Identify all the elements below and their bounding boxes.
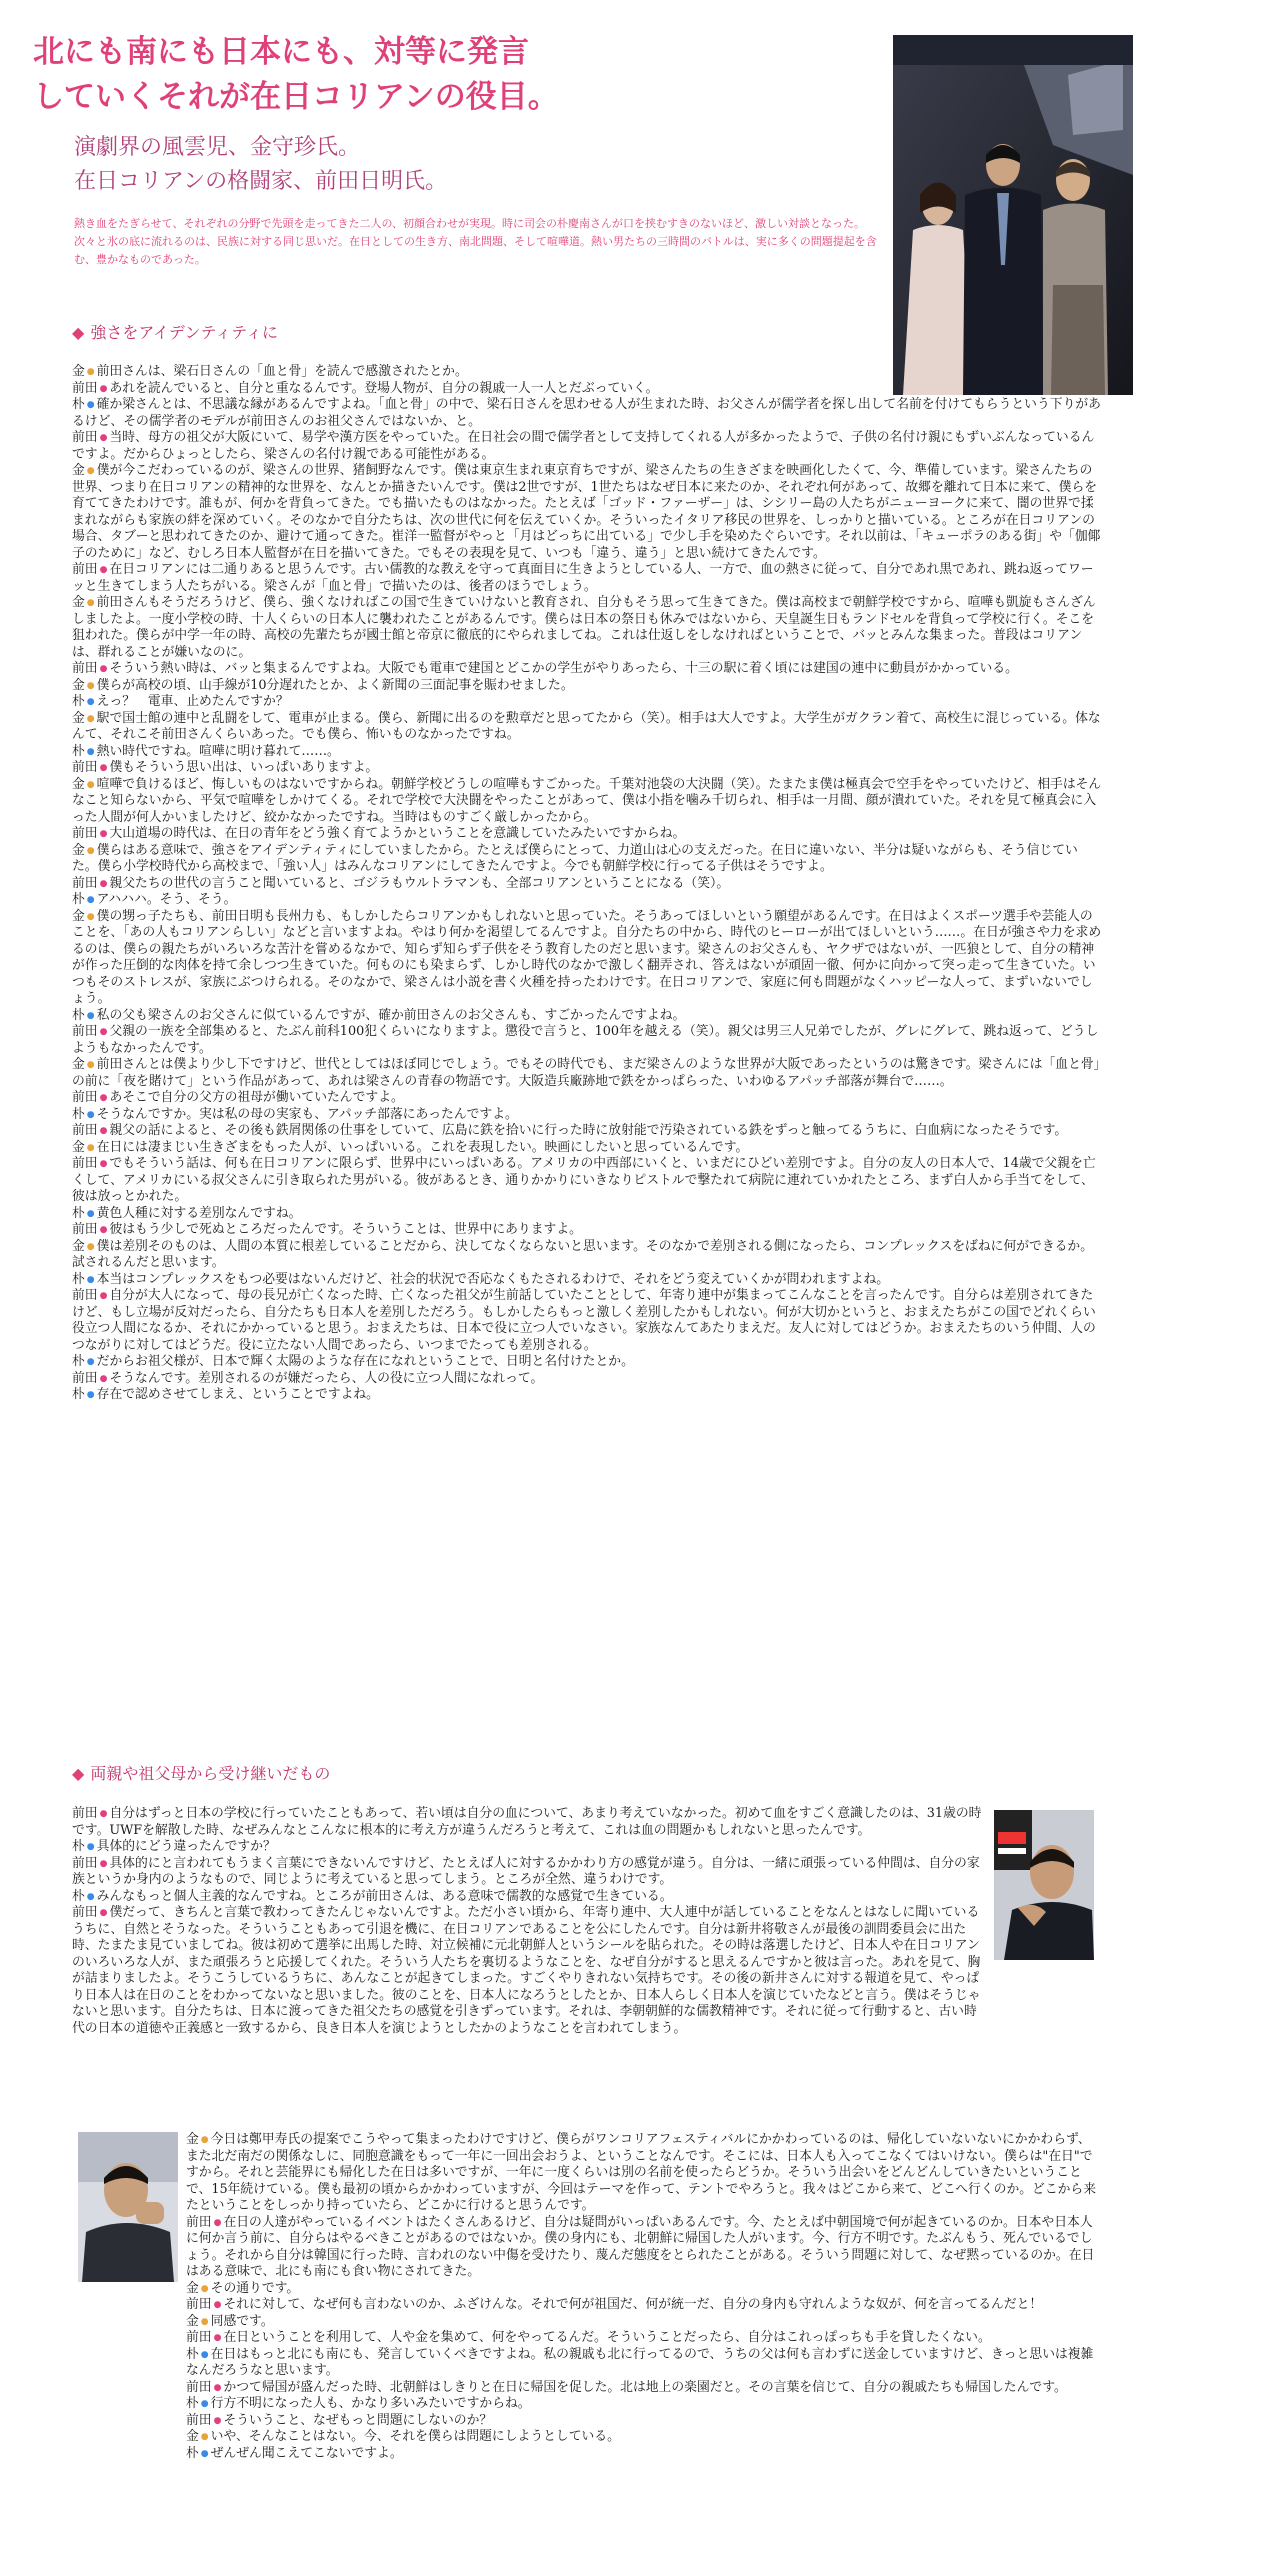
speaker-dot-icon: ● (86, 1142, 95, 1153)
kim-portrait-image (78, 2132, 178, 2282)
speaker-name: 前田 (72, 760, 98, 775)
speaker-name: 朴 (72, 1387, 85, 1402)
speaker-name: 金 (72, 677, 85, 693)
speaker-dot-icon: ● (99, 829, 108, 839)
dialogue-text: そうなんです。差別されるのが嫌だったら、人の役に立つ人間になれって。 (109, 1370, 544, 1386)
dialogue-line (186, 2314, 1102, 2331)
section-title: 両親や祖父母から受け継いだもの (90, 1764, 331, 1783)
diamond-bullet-icon: ◆ (72, 323, 85, 342)
speaker-dot-icon: ● (99, 1126, 108, 1136)
dialogue-section-1 (72, 364, 1102, 1404)
speaker-dot-icon: ● (86, 1109, 95, 1120)
speaker-name: 朴 (72, 1271, 85, 1287)
dialogue-line (72, 1239, 1102, 1272)
speaker-name: 前田 (72, 1905, 98, 1920)
speaker-name: 前田 (72, 1123, 98, 1138)
dialogue-line (72, 430, 1102, 463)
speaker-dot-icon: ● (200, 2283, 209, 2294)
dialogue-text: 在日の人達がやっているイベントはたくさんあるけど、自分は疑問がいっぱいあるんです。今、たとえば中朝国境で何が起きているのか。日本や日本人に何か言う前に、自分らはやるべきことがあるのではないか。僕の身内にも、北朝鮮に帰国した人がいます。今、行方不明です。たぶんもう、死んでいるでしょう。それから自分は韓国に行った時、言われのない中傷を受けたり、蔑んだ態度をとられたことがある。そういう問題に対して、なぜ黙っているのか。在日はある意味で、北にも南にも食い物にされてきた。 (186, 2214, 1095, 2279)
speaker-dot-icon: ● (86, 1357, 95, 1367)
speaker-dot-icon: ● (86, 911, 95, 922)
dialogue-line (72, 1905, 984, 2037)
dialogue-line (72, 711, 1102, 744)
speaker-dot-icon: ● (86, 598, 95, 608)
section-heading-identity (72, 322, 278, 344)
dialogue-line (186, 2297, 1102, 2314)
dialogue-line (72, 397, 1102, 430)
dialogue-line (72, 876, 1102, 893)
dialogue-line (72, 1354, 1102, 1371)
speaker-name: 金 (186, 2313, 199, 2329)
speaker-dot-icon: ● (86, 1060, 95, 1070)
dialogue-line (72, 892, 1102, 909)
speaker-name: 朴 (72, 694, 85, 709)
dialogue-text: 喧嘩で負けるほど、悔しいものはないですからね。朝鮮学校どうしの喧嘩もすごかった。千葉対池袋の大決闘（笑）。たまたま僕は極真会で空手をやっていたけど、相手はそんなこと知らないから、平気で喧嘩をしかけてくる。それで学校で大決闘をやったことがあって、僕は小指を噛み千切られ、相手は一月間、顔が潰れていた。それを見て極真会に入った人間が何人かいましたけど、絞かなかったですね。当時はものすごく厳しかったから。 (72, 776, 1102, 825)
speaker-name: 朴 (72, 1007, 85, 1023)
speaker-dot-icon: ● (86, 1891, 95, 1902)
section-heading-heritage (72, 1763, 330, 1785)
dialogue-text: 僕もそういう思い出は、いっぱいありますよ。 (109, 760, 379, 775)
dialogue-text: それに対して、なぜ何も言わないのか、ふざけんな。それで何が祖国だ、何が統一だ、自分の身内も守れんような奴が、何を言ってるんだと！ (223, 2297, 1043, 2312)
speaker-name: 朴 (72, 1205, 85, 1221)
speaker-dot-icon: ● (99, 763, 108, 773)
speaker-dot-icon: ● (86, 466, 95, 476)
speaker-name: 朴 (186, 2445, 199, 2461)
dialogue-line (186, 2413, 1102, 2430)
dialogue-text: 存在で認めさせてしまえ、ということですよね。 (96, 1387, 379, 1402)
dialogue-text: 在日コリアンには二通りあると思うんです。古い儒教的な教えを守って真面目に生きようとしている人、一方で、血の熱さに従って、自分であれ黒であれ、跳ね返ってワーッと生きてしまう人たちがいる。梁さんが「血と骨」で描いたのは、後者のほうでしょう。 (72, 562, 1094, 594)
dialogue-line (72, 1889, 984, 1906)
speaker-dot-icon: ● (86, 746, 95, 757)
dialogue-line (72, 694, 1102, 711)
dialogue-line (72, 364, 1102, 381)
speaker-name: 朴 (186, 2396, 199, 2411)
speaker-name: 前田 (72, 1222, 98, 1237)
dialogue-text: アハハハ。そう、そう。 (96, 892, 237, 907)
dialogue-line (72, 661, 1102, 678)
speaker-name: 朴 (186, 2346, 199, 2362)
speaker-name: 前田 (72, 1806, 98, 1821)
dialogue-line (72, 1288, 1102, 1354)
dialogue-text: えっ？ 電車、止めたんですか？ (96, 694, 289, 709)
speaker-name: 朴 (72, 1354, 85, 1369)
speaker-name: 朴 (72, 892, 85, 907)
dialogue-text: 自分が大人になって、母の長兄が亡くなった時、亡くなった祖父が生前話していたこととして、年寄り連中が集まってこんなことを言ったんです。自分らは差別されてきたけど、もし立場が反対だったら、自分たちも日本人を差別しただろう。もしかしたらもっと激しく差別したかもしれない。何が大切かというと、おまえたちがこの国でどれくらい役立つ人間になるか、それにかかっていると思う。おまえたちは、日本で役に立つ人でいなさい。家族なんてあたりまえだ。友人に対してはどうか。おまえたちのいう仲間、人のつながりに対してはどうだ。役に立たない人間であったら、いつまでたっても差別される。 (72, 1288, 1096, 1353)
speaker-name: 金 (186, 2280, 199, 2296)
group-photo-image (893, 35, 1133, 395)
speaker-name: 朴 (72, 1839, 85, 1854)
dialogue-text: 当時、母方の祖父が大阪にいて、易学や漢方医をやっていた。在日社会の間で儒学者として支持してくれる人が多かったようで、子供の名付け親にもずいぶんなっているんですよ。だからひょっとしたら、梁さんの名付け親である可能性がある。 (72, 430, 1095, 462)
diamond-bullet-icon: ◆ (72, 1764, 85, 1783)
dialogue-section-2a (72, 1806, 984, 2037)
speaker-dot-icon: ● (213, 2415, 222, 2426)
subhead-kim: 演劇界の風雲児、金守珍氏。 (74, 135, 361, 160)
dialogue-line (72, 1806, 984, 1839)
section-title: 強さをアイデンティティに (90, 323, 278, 342)
dialogue-text: でもそういう話は、何も在日コリアンに限らず、世界中にいっぱいある。アメリカの中西部にいくと、いまだにひどい差別ですよ。自分の友人の日本人で、14歳で父親を亡くして、アメリカにいる叔父さんに引き取られた男がいる。彼があるとき、通りかかりにいきなりピストルで撃たれて病院に連れていかれたところ、まず白人から手当てをして、彼は放っとかれた。 (72, 1156, 1096, 1204)
speaker-name: 前田 (72, 826, 98, 841)
speaker-dot-icon: ● (200, 2448, 209, 2459)
speaker-name: 金 (72, 908, 85, 924)
dialogue-text: 親父たちの世代の言うこと聞いていると、ゴジラもウルトラマンも、全部コリアンということになる（笑）。 (109, 875, 730, 891)
speaker-name: 前田 (72, 661, 98, 676)
dialogue-text: 自分はずっと日本の学校に行っていたこともあって、若い頃は自分の血について、あまり考えていなかった。初めて血をすごく意識したのは、31歳の時です。UWFを解散した時、なぜみんなとこんなに根本的に考え方が違うんだろうと考えて、これは血の問題かもしれないと思ったんです。 (72, 1806, 982, 1838)
speaker-name: 朴 (72, 743, 85, 759)
dialogue-line (72, 760, 1102, 777)
dialogue-text: 僕らはある意味で、強さをアイデンティティにしていましたから。たとえば僕らにとって、力道山は心の支えだった。在日に違いない、半分は疑いながらも、そう信じていた。僕ら小学校時代から高校まで、「強い人」はみんなコリアンにしてきたんですよ。今でも朝鮮学校に行ってる子供はそうですよ。 (72, 842, 1078, 874)
dialogue-text: みんなもっと個人主義的なんですね。ところが前田さんは、ある意味で儒教的な感覚で生きている。 (96, 1888, 673, 1904)
dialogue-line (72, 1839, 984, 1856)
dialogue-line (72, 1090, 1102, 1107)
dialogue-line (72, 463, 1102, 562)
dialogue-text: いや、そんなことはない。今、それを僕らは問題にしようとしている。 (210, 2429, 620, 2444)
speaker-dot-icon: ● (99, 664, 108, 674)
speaker-name: 前田 (186, 2214, 212, 2230)
speaker-name: 朴 (72, 1888, 85, 1904)
dialogue-text: 父親の一族を全部集めると、たぶん前科100犯くらいになりますよ。懲役で言うと、100年を越える（笑）。親父は男三人兄弟でしたが、グレにグレて、跳ね返って、どうしようもなかったんです。 (72, 1024, 1099, 1056)
maeda-portrait-image (994, 1810, 1094, 1960)
headline (33, 30, 893, 120)
speaker-name: 前田 (72, 1370, 98, 1386)
speaker-dot-icon: ● (99, 1225, 108, 1235)
speaker-name: 前田 (72, 1855, 98, 1871)
speaker-name: 金 (186, 2132, 199, 2147)
dialogue-line (186, 2215, 1102, 2281)
dialogue-text: そういうこと、なぜもっと問題にしないのか？ (223, 2412, 493, 2428)
speaker-name: 前田 (186, 2379, 212, 2395)
dialogue-line (72, 562, 1102, 595)
dialogue-text: かつて帰国が盛んだった時、北朝鮮はしきりと在日に帰国を促した。北は地上の楽園だと。その言葉を信じて、自分の親戚たちも帰国したんです。 (223, 2379, 1067, 2395)
headline-line-2: していくそれが在日コリアンの役目。 (33, 79, 559, 115)
dialogue-line (72, 1123, 1102, 1140)
dialogue-line (186, 2330, 1102, 2347)
speaker-dot-icon: ● (200, 2316, 209, 2327)
dialogue-line (72, 777, 1102, 827)
speaker-dot-icon: ● (86, 1274, 95, 1285)
maeda-portrait (994, 1810, 1094, 1960)
speaker-name: 前田 (72, 1024, 98, 1039)
speaker-dot-icon: ● (86, 845, 95, 856)
speaker-name: 金 (72, 1238, 85, 1254)
dialogue-text: ぜんぜん聞こえてこないですよ。 (210, 2445, 403, 2461)
dialogue-line (186, 2446, 1102, 2463)
speaker-name: 金 (186, 2429, 199, 2444)
speaker-dot-icon: ● (86, 1842, 95, 1852)
speaker-dot-icon: ● (99, 1159, 108, 1169)
dialogue-text: そうなんですか。実は私の母の実家も、アパッチ部落にあったんですよ。 (96, 1106, 518, 1122)
speaker-dot-icon: ● (99, 383, 108, 394)
speaker-dot-icon: ● (86, 713, 95, 724)
dialogue-line (72, 909, 1102, 1008)
speaker-dot-icon: ● (99, 1809, 108, 1819)
dialogue-text: 行方不明になった人も、かなり多いみたいですからね。 (210, 2396, 531, 2411)
speaker-dot-icon: ● (86, 400, 95, 410)
speaker-dot-icon: ● (200, 2432, 209, 2442)
speaker-name: 金 (72, 595, 85, 610)
dialogue-text: 彼はもう少しで死ぬところだったんです。そういうことは、世界中にありますよ。 (109, 1222, 582, 1237)
dialogue-line (72, 1856, 984, 1889)
dialogue-line (72, 1222, 1102, 1239)
dialogue-text: そういう熱い時は、バッと集まるんですよね。大阪でも電車で建国とどこかの学生がやりあったら、十三の駅に着く頃には建国の連中に動員がかかっている。 (109, 661, 1018, 676)
dialogue-section-2b (186, 2132, 1102, 2462)
speaker-name: 金 (72, 710, 85, 726)
dialogue-text: 前田さんとは僕より少し下ですけど、世代としてはほぼ同じでしょう。でもその時代でも、まだ梁さんのような世界が大阪であったというのは驚きです。梁さんには「血と骨」の前に「夜を賭けて」という作品があって、あれは梁さんの青春の物語です。大阪造兵廠跡地で鉄をかっぱらった、いわゆるアパッチ部落が舞台で……。 (72, 1057, 1101, 1089)
speaker-dot-icon: ● (86, 1010, 95, 1021)
speaker-dot-icon: ● (86, 895, 95, 905)
speaker-dot-icon: ● (86, 1390, 95, 1400)
speaker-dot-icon: ● (213, 2333, 222, 2343)
speaker-name: 前田 (72, 430, 98, 445)
dialogue-line (72, 1024, 1102, 1057)
dialogue-line (72, 1371, 1102, 1388)
speaker-dot-icon: ● (99, 1908, 108, 1918)
dialogue-text: 今日は鄭甲寿氏の提案でこうやって集まったわけですけど、僕らがワンコリアフェスティバルにかかわっているのは、帰化していないないにかかわらず、また北だ南だの関係なしに、同胞意識をもって一年に一回出会おうよ、ということなんです。そこには、日本人も入ってこなくてはいけない。僕らは"在日"ですから。それと芸能界にも帰化した在日は多いですが、一年に一度くらいは別の名前を使ったらどうか。そういう出会いをどんどんしていきたいということで、15年続けている。僕も最初の頃からかかわっていますが、今回はテーマを作って、テントでやろうと。我々はどこから来て、どこへ行くのか。どこから来たということをしっかり持っていたら、どこかに行けると思うんです。 (186, 2132, 1097, 2213)
dialogue-line (72, 1272, 1102, 1289)
speaker-name: 金 (72, 1057, 85, 1072)
lead-paragraph: 熱き血をたぎらせて、それぞれの分野で先頭を走ってきた二人の、初顔合わせが実現。時に司会の朴慶南さんが口を挟むすきのないほど、激しい対談となった。次々と氷の底に流れるのは、民族に対する同じ思いだ。在日としての生き方、南北問題、そして喧嘩道。熱い男たちの三時間のバトルは、実に多くの問題提起を含む、豊かなものであった。 (74, 217, 877, 266)
speaker-name: 前田 (186, 2412, 212, 2428)
speaker-dot-icon: ● (99, 433, 108, 443)
dialogue-line (72, 826, 1102, 843)
speaker-name: 朴 (72, 397, 85, 412)
dialogue-line (186, 2396, 1102, 2413)
dialogue-text: 駅で国士館の連中と乱闘をして、電車が止まる。僕ら、新聞に出るのを勲章だと思ってたから（笑）。相手は大人ですよ。大学生がガクラン着て、高校生に混じっている。体なんて、それこそ前田さんくらいあった。でも僕ら、怖いものなかったですね。 (72, 710, 1101, 742)
dialogue-line (72, 1206, 1102, 1223)
dialogue-line (72, 381, 1102, 398)
dialogue-text: 在日には凄まじい生きざまをもった人が、いっぱいいる。これを表現したい。映画にしたいと思っているんです。 (96, 1139, 749, 1155)
dialogue-text: 具体的にどう違ったんですか？ (96, 1839, 276, 1854)
speaker-dot-icon: ● (99, 1858, 108, 1869)
dialogue-text: 前田さんは、梁石日さんの「血と骨」を読んで感激されたとか。 (96, 364, 468, 379)
dialogue-line (72, 1057, 1102, 1090)
dialogue-line (72, 678, 1102, 695)
dialogue-text: 僕の甥っ子たちも、前田日明も長州力も、もしかしたらコリアンかもしれないと思っていた。そうあってほしいという願望があるんです。在日はよくスポーツ選手や芸能人のことを、「あの人もコリアンらしい」などと言いますよね。やはり何かを渇望してるんですよ。自分たちの中から、時代のヒーローが出てほしいという……。在日が強さや力を求めるのは、僕らの親たちがいろいろな苦汁を嘗めるなかで、知らず知らず子供をそう教育したのだと思います。梁さんのお父さんも、ヤクザではないが、一匹狼として、自分の精神が作った圧倒的な肉体を持て余しつつ生きていた。何ものにも染まらず、しかし時代のなかで激しく翻弄され、答えはないが頑固一徹、何かに向かって突っ走って生きていた。いつもそのストレスが、家族にぶつけられる。そのなかで、梁さんは小説を書く火種を持ったわけです。在日コリアンで、家庭に何も問題がなくハッピーな人って、まずいないでしょう。 (72, 908, 1102, 1006)
speaker-dot-icon: ● (200, 2399, 209, 2409)
dialogue-line (72, 1140, 1102, 1157)
speaker-dot-icon: ● (213, 2217, 222, 2228)
speaker-dot-icon: ● (99, 565, 108, 575)
speaker-name: 朴 (72, 1106, 85, 1122)
speaker-dot-icon: ● (86, 697, 95, 707)
dialogue-text: 僕は差別そのものは、人間の本質に根差していることだから、決してなくならないと思います。そのなかで差別される側になったら、コンプレックスをばねに何ができるか。試されるんだと思います。 (72, 1238, 1094, 1270)
dialogue-text: 確か梁さんとは、不思議な縁があるんですよね。「血と骨」の中で、梁石日さんを思わせる人が生まれた時、お父さんが儒学者を探し出して名前を付けてもらうという下りがあるけど、その儒学者のモデルが前田さんのお祖父さんではないか、と。 (72, 397, 1101, 429)
speaker-dot-icon: ● (86, 779, 95, 790)
dialogue-text: 黄色人種に対する差別なんですね。 (96, 1205, 302, 1221)
dialogue-text: 前田さんもそうだろうけど、僕ら、強くなければこの国で生きていけないと教育され、自分もそう思って生きてきた。僕は高校まで朝鮮学校ですから、喧嘩も凱旋もさんざんしましたよ。一度小学校の時、十人くらいの日本人に襲われたことがあるんです。僕らは日本の祭日も休みではないから、天皇誕生日もランドセルを背負って学校に行く。そこを狙われた。僕らが中学一年の時、高校の先輩たちが國士館と帝京に徹底的にやられましてね。これは仕返しをしなければということで、バッとみんな集まった。普段はコリアンは、群れることが嫌いなのに。 (72, 595, 1096, 660)
dialogue-text: その通りです。 (210, 2280, 300, 2296)
headline-line-1: 北にも南にも日本にも、対等に発言 (33, 34, 529, 70)
speaker-dot-icon: ● (99, 878, 108, 889)
dialogue-text: だからお祖父様が、日本で輝く太陽のような存在になれということで、日明と名付けたとか。 (96, 1354, 634, 1369)
speaker-dot-icon: ● (86, 367, 95, 377)
speaker-dot-icon: ● (213, 2382, 222, 2393)
speaker-name: 前田 (72, 562, 98, 577)
speaker-dot-icon: ● (99, 1093, 108, 1103)
dialogue-line (186, 2281, 1102, 2298)
speaker-name: 前田 (186, 2297, 212, 2312)
speaker-dot-icon: ● (200, 2135, 209, 2145)
dialogue-text: 在日はもっと北にも南にも、発言していくべきですよね。私の親戚も北に行ってるので、うちの父は何も言わずに送金していますけど、きっと思いは複雑なんだろうなと思います。 (186, 2346, 1094, 2378)
speaker-dot-icon: ● (86, 680, 95, 691)
dialogue-text: 僕らが高校の頃、山手線が10分遅れたとか、よく新聞の三面記事を賑わせました。 (96, 677, 574, 693)
dialogue-line (186, 2429, 1102, 2446)
speaker-dot-icon: ● (213, 2300, 222, 2310)
kim-portrait (78, 2132, 178, 2282)
dialogue-text: 僕が今こだわっているのが、梁さんの世界、猪飼野なんです。僕は東京生まれ東京育ちですが、梁さんたちの生きざまを映画化したくて、今、準備しています。梁さんたちの世界、つまり在日コリアンの精神的な世界を、なんとか描きたいんです。僕は2世ですが、1世たちはなぜ日本に来たのか、それぞれ何があって、故郷を離れて日本に来て、僕らを育ててきたわけです。誰もが、何かを背負ってきた。でも描いたものはなかった。たとえば「ゴッド・ファーザー」は、シシリー島の人たちがニューヨークに来て、闇の世界で揉まれながらも家族の絆を深めていく。そのなかで自分たちは、次の世代に何を伝えていくか。そういったイタリア移民の世界を、しっかりと描いている。ところが在日コリアンの場合、タブーと思われてきたのか、避けて通ってきた。崔洋一監督がやっと「月はどっちに出ている」で少し手を染めたぐらいです。それ以前は、「キューポラのある街」や「伽倻子のために」など、むしろ日本人監督が在日を描いてきた。でもその表現を見て、いつも「違う、違う」と思い続けてきたんです。 (72, 463, 1101, 561)
dialogue-line (72, 744, 1102, 761)
speaker-dot-icon: ● (99, 1373, 108, 1384)
speaker-name: 金 (72, 1139, 85, 1155)
speaker-name: 金 (72, 364, 85, 379)
dialogue-line (72, 1107, 1102, 1124)
dialogue-text: 親父の話によると、その後も鉄屑関係の仕事をしていて、広島に鉄を拾いに行った時に放射能で汚染されている鉄をずっと触ってるうちに、白血病になったそうです。 (109, 1123, 1068, 1138)
dialogue-line (72, 1387, 1102, 1404)
dialogue-text: 本当はコンプレックスをもつ必要はないんだけど、社会的状況で否応なくもたされるわけで、それをどう変えていくかが問われますよね。 (96, 1271, 890, 1287)
dialogue-line (72, 1008, 1102, 1025)
dialogue-text: あそこで自分の父方の祖母が働いていたんですよ。 (109, 1090, 404, 1105)
speaker-dot-icon: ● (99, 1027, 108, 1037)
dialogue-text: 熱い時代ですね。喧嘩に明け暮れて……。 (96, 743, 340, 759)
dialogue-text: 具体的にと言われてもうまく言葉にできないんですけど、たとえば人に対するかかわり方の感覚が違う。自分は、一緒に頑張っている仲間は、自分の家族というか身内のようなもので、同じように考えていると思ってしまう。ところが全然、違うわけです。 (72, 1855, 980, 1887)
speaker-name: 前田 (72, 1288, 98, 1303)
speaker-name: 金 (72, 842, 85, 858)
dialogue-line (186, 2347, 1102, 2380)
speaker-name: 金 (72, 463, 85, 478)
dialogue-text: あれを読んでいると、自分と重なるんです。登場人物が、自分の親戚一人一人とだぶっていく。 (109, 380, 659, 396)
dialogue-text: 私の父も梁さんのお父さんに似ているんですが、確か前田さんのお父さんも、すごかったんですよね。 (96, 1007, 686, 1023)
speaker-name: 前田 (72, 1156, 98, 1171)
dialogue-text: 僕だって、きちんと言葉で教わってきたんじゃないんですよ。ただ小さい頃から、年寄り連中、大人連中が話していることをなんとはなしに聞いているうちに、自然とそうなった。そういうこともあって引退を機に、在日コリアンであることを公にしたんです。自分は新井将敬さんが最後の訓問委員会に出た時、たまたま見ていましてね。彼は初めて選挙に出馬した時、対立候補に元北朝鮮人というシールを貼られた。その時は落選したけど、日本人や在日コリアンのいろいろな人が、また頑張ろうと応援してくれた。そういう人たちを裏切るようなことを、なぜ自分がすると思えるんですかと彼は言った。あれを見て、胸が詰まりましたよ。そうこうしているうちに、あんなことが起きてしまった。すごくやりきれない気持ちです。その後の新井さんに対する報道を見て、やっぱり日本人は在日のことをわかってないなと思いました。彼のことを、日本人になろうとしたとか、日本人らしく日本人を演じていたなどと言う。僕はそうじゃないと思います。自分たちは、日本に渡ってきた祖父たちの感覚を引きずっています。それは、李朝朝鮮的な儒教精神です。それに従って行動すると、古い時代の日本の道徳や正義感と一致するから、良き日本人を演じようとしたかのようなことを言われてしまう。 (72, 1905, 981, 2036)
speaker-name: 金 (72, 776, 85, 792)
speaker-dot-icon: ● (86, 1208, 95, 1219)
subhead-maeda: 在日コリアンの格闘家、前田日明氏。 (74, 169, 448, 194)
speaker-dot-icon: ● (86, 1241, 95, 1252)
speaker-name: 前田 (186, 2330, 212, 2345)
dialogue-line (186, 2132, 1102, 2215)
dialogue-text: 同感です。 (210, 2313, 274, 2329)
speaker-dot-icon: ● (200, 2349, 209, 2360)
group-photo (893, 35, 1133, 395)
dialogue-text: 大山道場の時代は、在日の青年をどう強く育てようかということを意識していたみたいですからね。 (109, 826, 686, 841)
speaker-dot-icon: ● (99, 1291, 108, 1301)
dialogue-line (72, 843, 1102, 876)
dialogue-line (186, 2380, 1102, 2397)
speaker-name: 前田 (72, 380, 98, 396)
speaker-name: 前田 (72, 1090, 98, 1105)
speaker-name: 前田 (72, 875, 98, 891)
dialogue-line (72, 595, 1102, 661)
dialogue-line (72, 1156, 1102, 1206)
dialogue-text: 在日ということを利用して、人や金を集めて、何をやってるんだ。そういうことだったら、自分はこれっぽっちも手を貸したくない。 (223, 2330, 991, 2345)
